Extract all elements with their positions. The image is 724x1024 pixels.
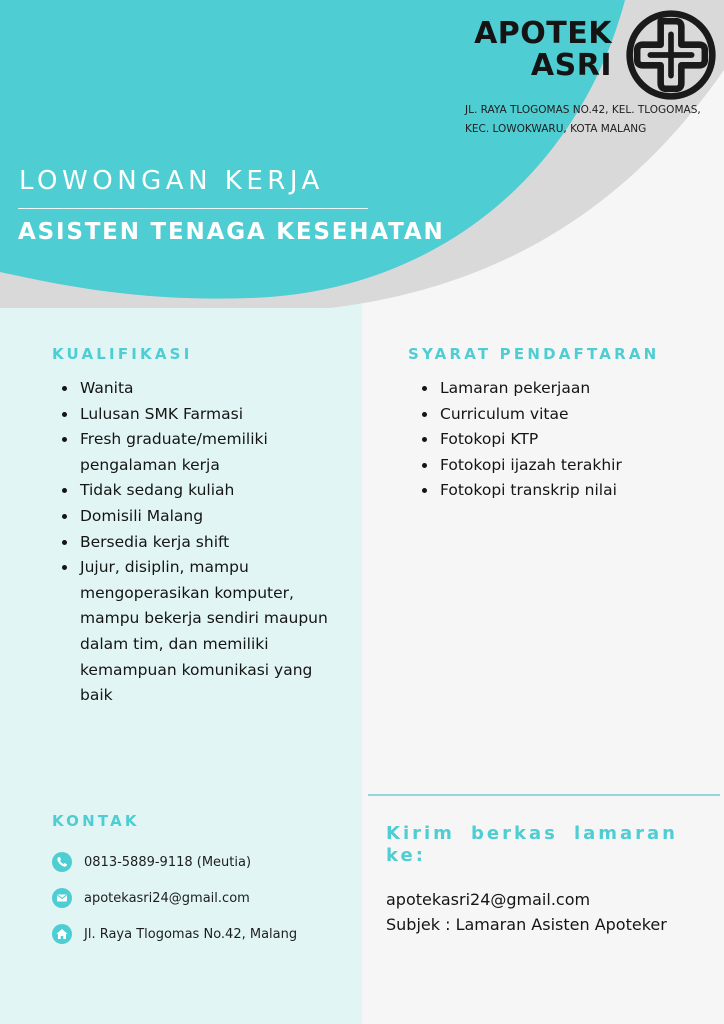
brand-line-2: ASRI: [530, 48, 612, 83]
home-icon: [52, 924, 72, 944]
submission-divider: [368, 794, 720, 796]
requirements-title: SYARAT PENDAFTARAN: [408, 345, 660, 363]
heading-divider: [18, 208, 368, 209]
qualification-item: • Wanita: [78, 376, 334, 402]
job-vacancy-heading: LOWONGAN KERJA: [19, 166, 324, 196]
qualification-item: • Domisili Malang: [78, 504, 334, 530]
qualification-item: • Bersedia kerja shift: [78, 530, 334, 556]
phone-icon: [52, 852, 72, 872]
qualification-item: • Tidak sedang kuliah: [78, 478, 334, 504]
requirement-item: • Fotokopi KTP: [438, 427, 712, 453]
requirement-item: • Fotokopi transkrip nilai: [438, 478, 712, 504]
submission-title: Kirim berkas lamaran ke:: [386, 823, 678, 866]
submission-email[interactable]: apotekasri24@gmail.com: [386, 890, 591, 909]
pharmacy-cross-logo-icon: [624, 8, 718, 102]
contact-email[interactable]: apotekasri24@gmail.com: [84, 890, 250, 906]
requirement-item: • Lamaran pekerjaan: [438, 376, 712, 402]
qualification-item: • Jujur, disiplin, mampu mengoperasikan komputer, mampu bekerja sendiri maupun dalam tim, dan memiliki kemampuan komunikasi yang baik: [78, 555, 334, 709]
contact-address-row: [52, 923, 352, 945]
address-line-1: JL. RAYA TLOGOMAS NO.42, KEL. TLOGOMAS,: [465, 104, 701, 116]
job-position-title: ASISTEN TENAGA KESEHATAN: [18, 219, 445, 245]
brand-name: [440, 18, 612, 82]
requirements-list: [412, 376, 712, 504]
qualifications-list: [52, 376, 334, 709]
qualifications-title: KUALIFIKASI: [52, 345, 193, 363]
contact-phone-row: [52, 851, 352, 873]
pharmacy-address: [465, 101, 720, 139]
qualification-item: • Fresh graduate/memiliki pengalaman kerja: [78, 427, 334, 478]
contact-title: KONTAK: [52, 812, 140, 830]
brand-line-1: APOTEK: [474, 16, 612, 51]
address-line-2: KEC. LOWOKWARU, KOTA MALANG: [465, 123, 647, 135]
submission-subject: Subjek : Lamaran Asisten Apoteker: [386, 915, 667, 934]
requirement-item: • Fotokopi ijazah terakhir: [438, 453, 712, 479]
mail-icon: [52, 888, 72, 908]
qualification-item: • Lulusan SMK Farmasi: [78, 402, 334, 428]
contact-address: Jl. Raya Tlogomas No.42, Malang: [84, 926, 298, 942]
contact-phone[interactable]: 0813-5889-9118 (Meutia): [84, 854, 252, 870]
requirement-item: • Curriculum vitae: [438, 402, 712, 428]
contact-email-row: [52, 887, 352, 909]
